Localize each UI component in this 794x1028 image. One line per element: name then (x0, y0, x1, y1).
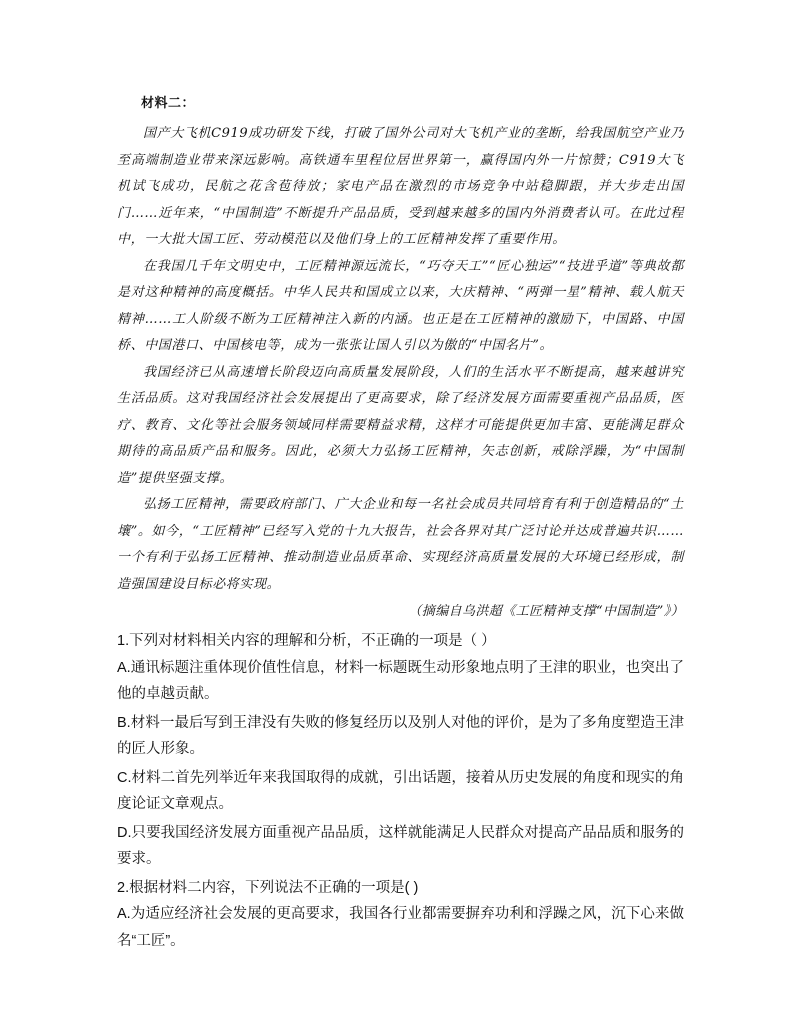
question-option: B.材料一最后写到王津没有失败的修复经历以及别人对他的评价，是为了多角度塑造王津的匠人形象。 (117, 714, 684, 757)
page-content (117, 88, 684, 956)
question-option: A.为适应经济社会发展的更高要求，我国各行业都需要摒弃功利和浮躁之风，沉下心来做名“工匠”。 (117, 906, 684, 949)
question-2 (117, 875, 684, 955)
material-paragraph-4: 弘扬工匠精神，需要政府部门、广大企业和每一名社会成员共同培育有利于创造精品的“土壤”。如今，“工匠精神”已经写入党的十九大报告，社会各界对其广泛讨论并达成普遍共识……一个有利于弘扬工匠精神、推动制造业品质革命、实现经济高质量发展的大环境已经形成，制造强国建设目标必将实现。 (117, 497, 684, 592)
material-paragraph-1: 国产大飞机C919成功研发下线，打破了国外公司对大飞机产业的垄断，给我国航空产业乃至高端制造业带来深远影响。高铁通车里程位居世界第一，赢得国内外一片惊赞；C919大飞机试飞成功，民航之花含苞待放；家电产品在激烈的市场竞争中站稳脚跟，并大步走出国门……近年来，“中国制造”不断提升产品品质，受到越来越多的国内外消费者认可。在此过程中，一大批大国工匠、劳动模范以及他们身上的工匠精神发挥了重要作用。 (117, 126, 684, 247)
question-option: A.通讯标题注重体现价值性信息，材料一标题既生动形象地点明了王津的职业，也突出了他的卓越贡献。 (117, 659, 684, 702)
material-paragraph-3: 我国经济已从高速增长阶段迈向高质量发展阶段，人们的生活水平不断提高，越来越讲究生活品质。这对我国经济社会发展提出了更高要求，除了经济发展方面需要重视产品品质，医疗、教育、文化等社会服务领域同样需要精益求精，这样才可能提供更加丰富、更能满足群众期待的高品质产品和服务。因此，必须大力弘扬工匠精神，矢志创新，戒除浮躁，为“中国制造”提供坚强支撑。 (117, 364, 684, 486)
material-two-heading: 材料二： (141, 96, 196, 111)
question-stem: 2.根据材料二内容，下列说法不正确的一项是( ) (117, 879, 419, 896)
question-option: C.材料二首先列举近年来我国取得的成就，引出话题，接着从历史发展的角度和现实的角度论证文章观点。 (117, 769, 684, 812)
question-1 (117, 628, 684, 873)
question-option: D.只要我国经济发展方面重视产品品质，这样就能满足人民群众对提高产品品质和服务的要求。 (117, 824, 684, 867)
question-stem: 1.下列对材料相关内容的理解和分析，不正确的一项是（ ） (117, 633, 496, 649)
material-paragraph-2: 在我国几千年文明史中，工匠精神源远流长，“巧夺天工”“匠心独运”“技进乎道”等典故都是对这种精神的高度概括。中华人民共和国成立以来，大庆精神、“两弹一星”精神、载人航天精神……工人阶级不断为工匠精神注入新的内涵。也正是在工匠精神的激励下，中国路、中国桥、中国港口、中国核电等，成为一张张让国人引以为傲的“中国名片”。 (117, 258, 684, 353)
source-citation: （摘编自乌洪超《工匠精神支撑“中国制造”》） (408, 604, 684, 619)
